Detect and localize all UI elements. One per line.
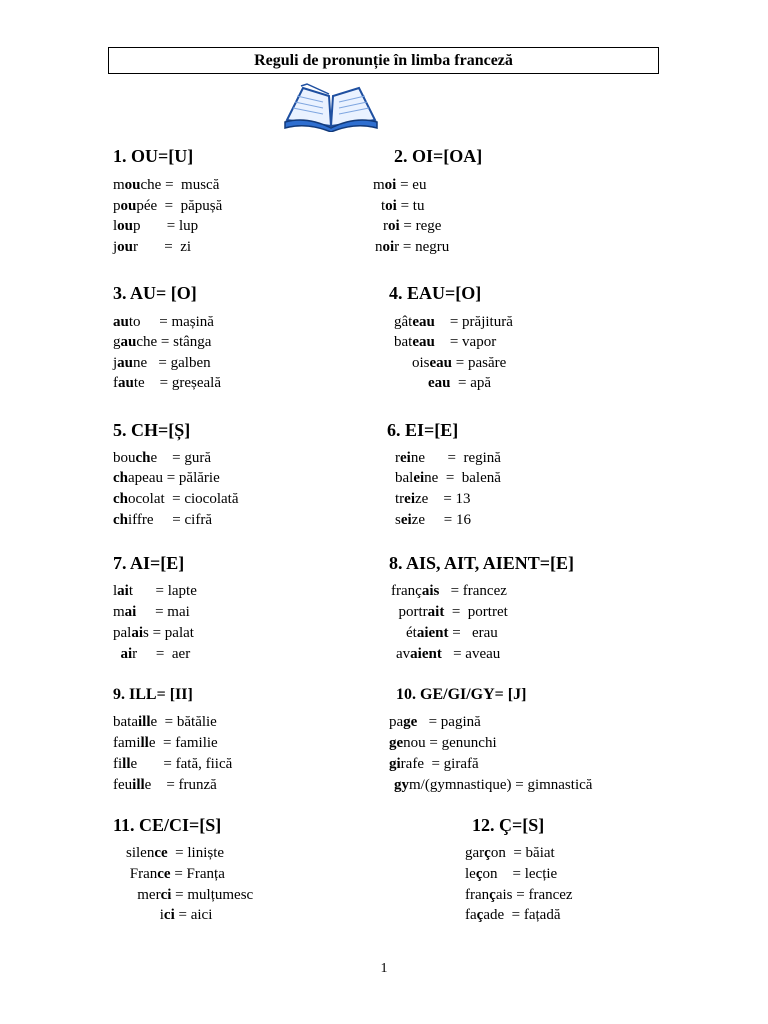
vocab-entry: palais = palat: [113, 625, 194, 641]
rule-heading: 7. AI=[E]: [113, 553, 185, 573]
vocab-entry: français = francez: [391, 583, 507, 599]
vocab-entry: famille = familie: [113, 735, 218, 751]
rule-heading: 10. GE/GI/GY= [J]: [396, 686, 527, 703]
rule-heading: 12. Ç=[S]: [472, 815, 545, 835]
vocab-entry: jour = zi: [113, 239, 192, 255]
vocab-entry: bouche = gură: [113, 450, 212, 466]
vocab-entry: air = aer: [120, 646, 191, 662]
vocab-entry: mai = mai: [113, 604, 190, 620]
vocab-entry: faute = greșeală: [113, 375, 222, 391]
vocab-entry: eau = apă: [428, 375, 492, 391]
vocab-entry: seize = 16: [395, 512, 471, 528]
rule-heading: 3. AU= [O]: [113, 283, 197, 303]
vocab-entry: chiffre = cifră: [113, 512, 212, 528]
rule-heading: 11. CE/CI=[S]: [113, 815, 222, 835]
vocab-entry: ici = aici: [126, 907, 213, 923]
vocab-entry: chocolat = ciocolată: [113, 491, 239, 507]
vocab-entry: leçon = lecție: [465, 866, 558, 882]
rule-heading: 8. AIS, AIT, AIENT=[E]: [389, 553, 574, 573]
vocab-entry: lait = lapte: [113, 583, 197, 599]
vocab-entry: feuille = frunză: [113, 777, 217, 793]
vocab-entry: loup = lup: [113, 218, 199, 234]
vocab-entry: garçon = băiat: [465, 845, 555, 861]
vocab-entry: jaune = galben: [113, 355, 211, 371]
rule-heading: 5. CH=[Ș]: [113, 420, 191, 440]
vocab-entry: bateau = vapor: [394, 334, 497, 350]
rule-heading: 9. ILL= [II]: [113, 686, 193, 703]
vocab-entry: moi = eu: [373, 177, 427, 193]
vocab-entry: étaient = erau: [391, 625, 498, 641]
open-book-icon: [283, 82, 379, 137]
vocab-entry: girafe = girafă: [389, 756, 479, 772]
page-number: 1: [380, 961, 388, 976]
vocab-entry: gâteau = prăjitură: [394, 314, 513, 330]
vocab-entry: chapeau = pălărie: [113, 470, 220, 486]
vocab-entry: silence = liniște: [126, 845, 225, 861]
vocab-entry: mouche = muscă: [113, 177, 220, 193]
vocab-entry: poupée = păpușă: [113, 198, 223, 214]
vocab-entry: baleine = balenă: [395, 470, 501, 486]
vocab-entry: genou = genunchi: [389, 735, 497, 751]
vocab-entry: treize = 13: [395, 491, 471, 507]
vocab-entry: avaient = aveau: [396, 646, 501, 662]
vocab-entry: reine = regină: [395, 450, 501, 466]
vocab-entry: français = francez: [465, 887, 573, 903]
rule-heading: 4. EAU=[O]: [389, 283, 482, 303]
vocab-entry: portrait = portret: [391, 604, 508, 620]
vocab-entry: page = pagină: [389, 714, 481, 730]
vocab-entry: bataille = bătălie: [113, 714, 217, 730]
vocab-entry: roi = rege: [383, 218, 442, 234]
rule-heading: 2. OI=[OA]: [394, 146, 483, 166]
vocab-entry: France = Franța: [126, 866, 225, 882]
vocab-entry: merci = mulțumesc: [126, 887, 254, 903]
vocab-entry: façade = fațadă: [465, 907, 561, 923]
vocab-entry: noir = negru: [375, 239, 450, 255]
vocab-entry: fille = fată, fiică: [113, 756, 233, 772]
vocab-entry: gym/(gymnastique) = gimnastică: [394, 777, 593, 793]
page-title: Reguli de pronunție în limba franceză: [108, 47, 659, 74]
rule-heading: 1. OU=[U]: [113, 146, 194, 166]
vocab-entry: gauche = stânga: [113, 334, 212, 350]
vocab-entry: toi = tu: [381, 198, 425, 214]
rule-heading: 6. EI=[E]: [387, 420, 459, 440]
vocab-entry: oiseau = pasăre: [412, 355, 507, 371]
vocab-entry: auto = mașină: [113, 314, 214, 330]
